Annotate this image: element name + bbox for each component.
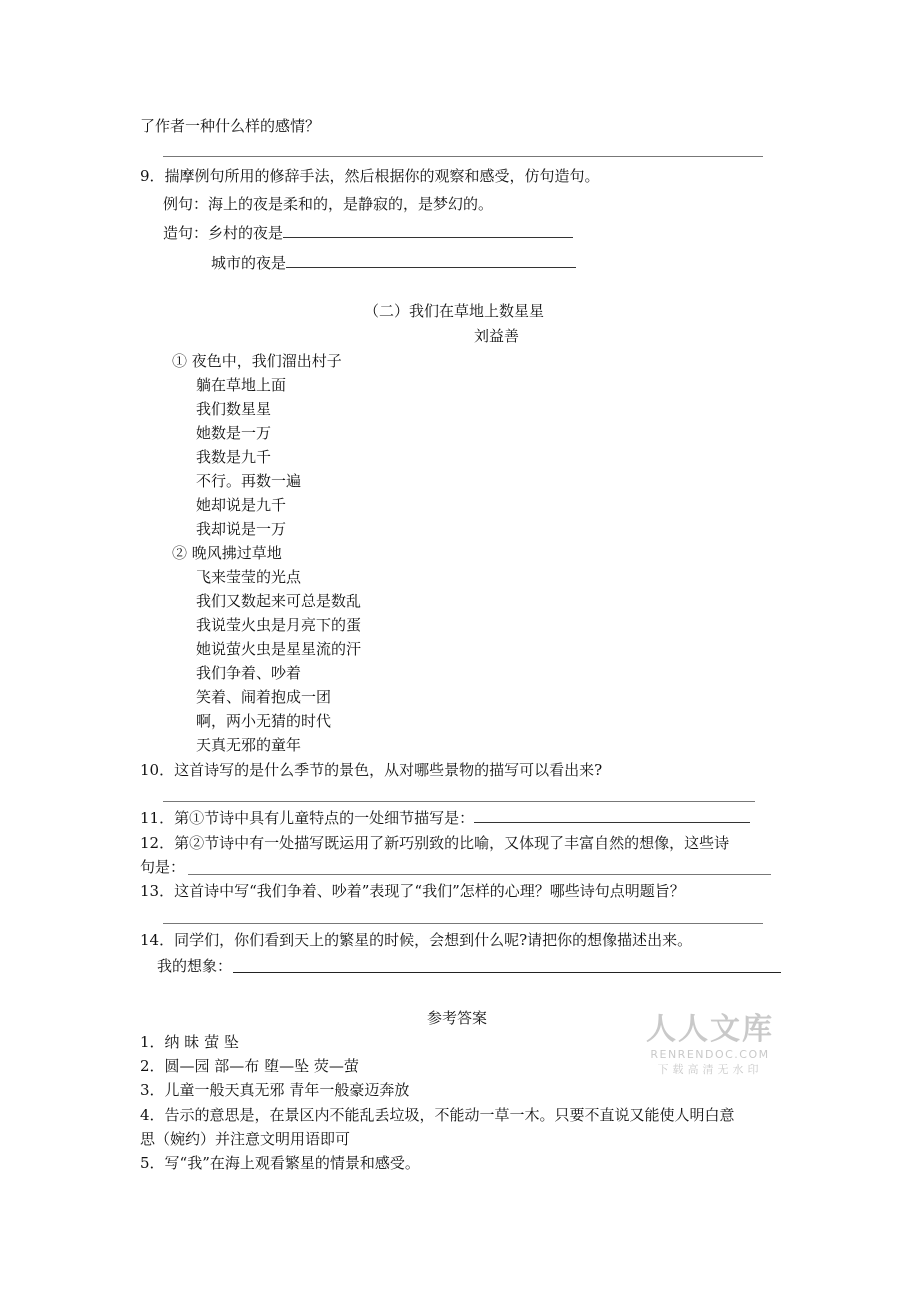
sentence-make-city: 城市的夜是 <box>211 253 576 273</box>
poem-author: 刘益善 <box>474 327 520 345</box>
poem-line: 我说莹火虫是月亮下的蛋 <box>196 616 362 634</box>
poem-title: （二）我们在草地上数星星 <box>364 302 545 320</box>
question-8-continued: 了作者一种什么样的感情？ <box>140 117 321 135</box>
poem-line: 天真无邪的童年 <box>196 736 302 754</box>
watermark-domain: RENRENDOC.COM <box>650 1048 770 1061</box>
poem-line: 她却说是九千 <box>196 496 287 514</box>
answer-4: 4．告示的意思是，在景区内不能乱丢垃圾，不能动一草一木。只要不直说又能使人明白意 <box>140 1106 735 1124</box>
answer-line-q14[interactable] <box>233 972 781 973</box>
answer-5: 5．写“我”在海上观看繁星的情景和感受。 <box>140 1154 420 1172</box>
blank-rural-night[interactable] <box>283 223 573 238</box>
poem-line: 她数是一万 <box>196 424 272 442</box>
blank-q11[interactable] <box>474 808 750 823</box>
answers-title: 参考答案 <box>427 1009 488 1027</box>
poem-line: 她说萤火虫是星星流的汗 <box>196 640 362 658</box>
poem-line: 笑着、闹着抱成一团 <box>196 688 332 706</box>
question-10: 10．这首诗写的是什么季节的景色，从对哪些景物的描写可以看出来? <box>140 761 603 779</box>
question-12: 12．第②节诗中有一处描写既运用了新巧别致的比喻，又体现了丰富自然的想像，这些诗 <box>140 834 730 852</box>
poem-line: ① 夜色中，我们溜出村子 <box>172 352 342 370</box>
answer-2: 2．圆—园 部—布 堕—坠 荧—萤 <box>140 1057 359 1075</box>
poem-line: 飞来莹莹的光点 <box>196 568 302 586</box>
answer-1: 1．纳 昧 萤 坠 <box>140 1033 239 1051</box>
poem-line: 躺在草地上面 <box>196 376 287 394</box>
poem-line: 我数是九千 <box>196 448 272 466</box>
poem-line: 我却说是一万 <box>196 520 287 538</box>
example-sentence: 例句：海上的夜是柔和的，是静寂的，是梦幻的。 <box>163 195 494 213</box>
watermark-slogan: 下载高清无水印 <box>657 1063 763 1076</box>
blank-city-night[interactable] <box>286 253 576 268</box>
poem-line: ② 晚风拂过草地 <box>172 544 282 562</box>
answer-line-q10[interactable] <box>163 801 755 802</box>
my-imagination-label: 我的想象： <box>157 957 233 975</box>
sentence-make-rural: 造句：乡村的夜是 <box>163 223 573 243</box>
question-11: 11．第①节诗中具有儿童特点的一处细节描写是： <box>140 808 750 828</box>
poem-line: 不行。再数一遍 <box>196 472 302 490</box>
poem-line: 我们数星星 <box>196 400 272 418</box>
watermark-logo <box>640 1012 780 1078</box>
question-13: 13．这首诗中写“我们争着、吵着”表现了“我们”怎样的心理？哪些诗句点明题旨？ <box>140 882 685 900</box>
answer-line-q8[interactable] <box>163 156 763 157</box>
question-12-continued: 句是： <box>140 858 186 876</box>
poem-line: 我们又数起来可总是数乱 <box>196 592 362 610</box>
answer-line-q13[interactable] <box>163 923 763 924</box>
watermark-title: 人人文库 <box>646 1012 774 1047</box>
answer-3: 3．儿童一般天真无邪 青年一般豪迈奔放 <box>140 1081 410 1099</box>
answer-4-continued: 思（婉约）并注意文明用语即可 <box>140 1130 351 1148</box>
answer-line-q12[interactable] <box>188 874 771 875</box>
poem-line: 我们争着、吵着 <box>196 664 302 682</box>
question-14: 14．同学们，你们看到天上的繁星的时候，会想到什么呢?请把你的想像描述出来。 <box>140 931 693 949</box>
question-9: 9．揣摩例句所用的修辞手法，然后根据你的观察和感受，仿句造句。 <box>140 167 600 185</box>
poem-line: 啊，两小无猜的时代 <box>196 712 332 730</box>
